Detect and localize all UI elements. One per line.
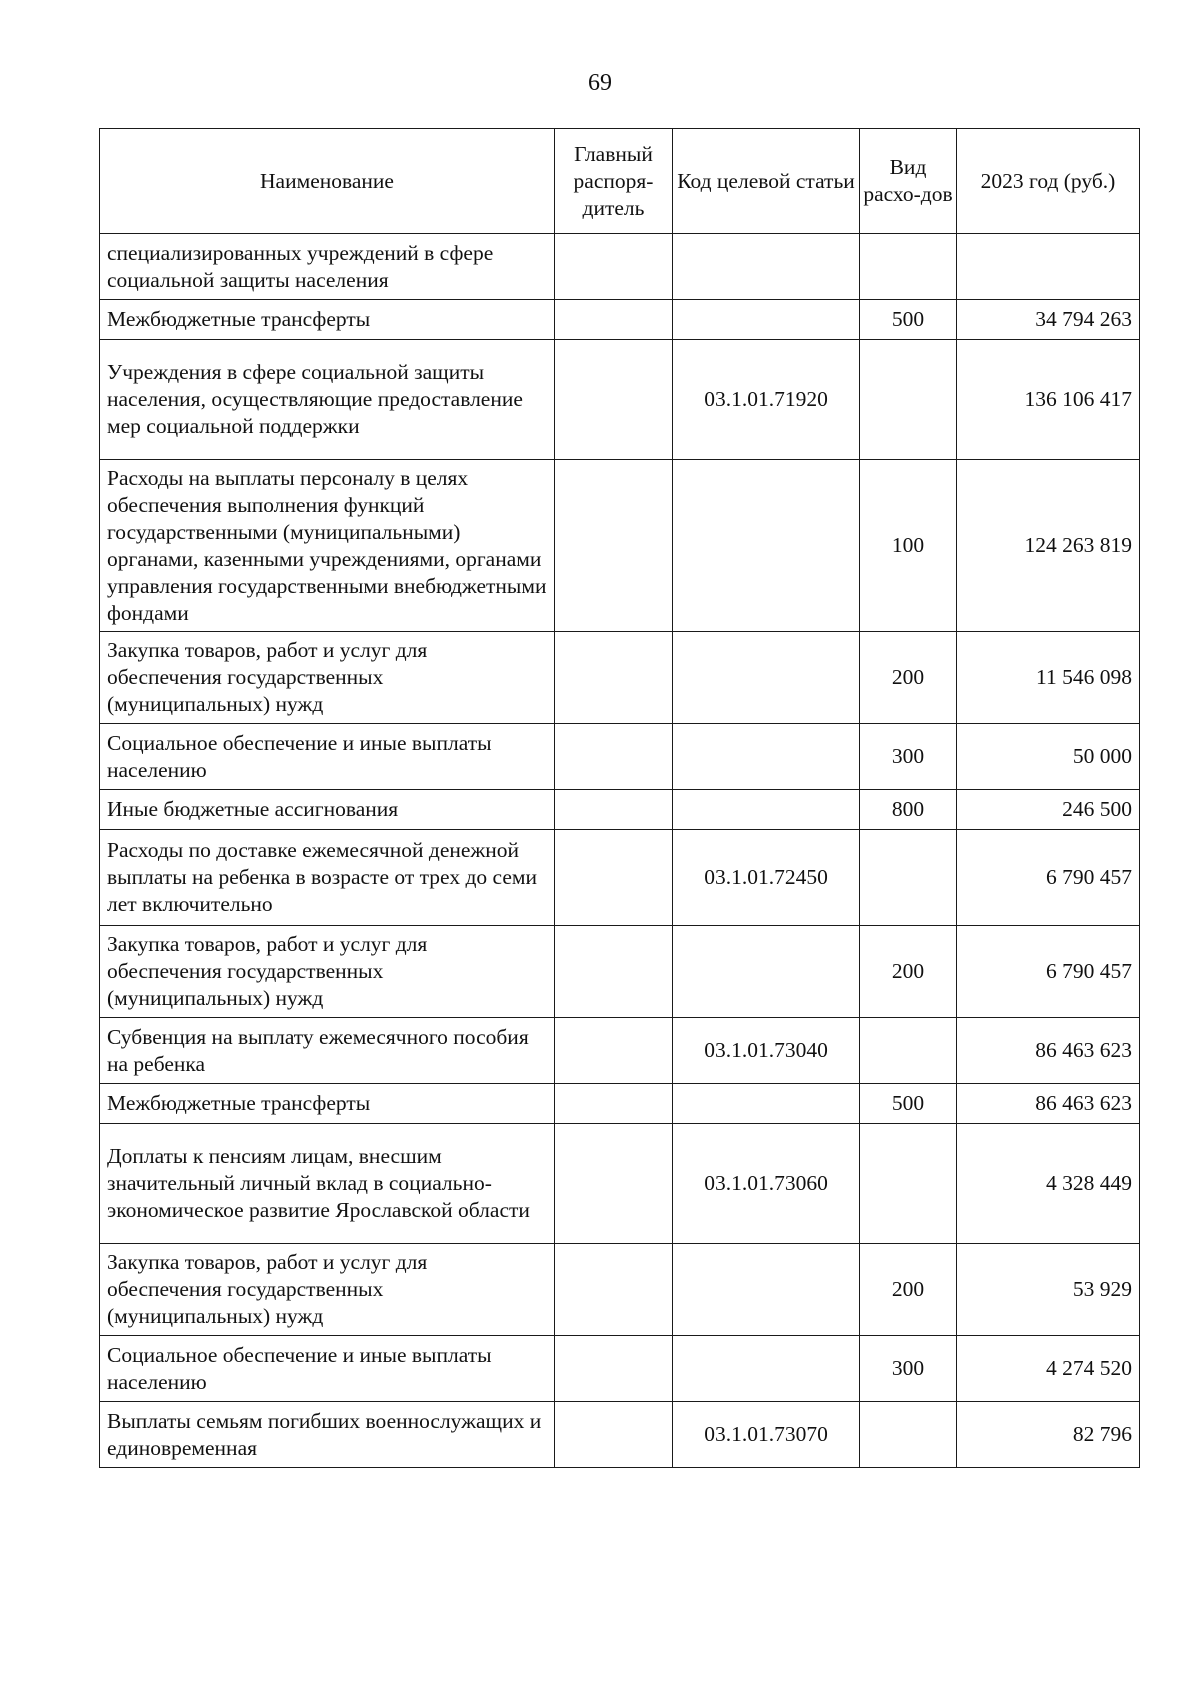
cell-expense-kind: 200 bbox=[860, 926, 957, 1018]
cell-expense-kind: 300 bbox=[860, 724, 957, 790]
table-row bbox=[100, 1084, 1140, 1124]
cell-amount: 4 328 449 bbox=[957, 1124, 1140, 1244]
cell-chief-manager bbox=[555, 830, 673, 926]
cell-name: Закупка товаров, работ и услуг для обеспечения государственных (муниципальных) нужд bbox=[100, 1244, 555, 1336]
cell-expense-kind: 800 bbox=[860, 790, 957, 830]
table-row bbox=[100, 926, 1140, 1018]
table-row bbox=[100, 234, 1140, 300]
cell-expense-kind bbox=[860, 340, 957, 460]
cell-name: Иные бюджетные ассигнования bbox=[100, 790, 555, 830]
cell-chief-manager bbox=[555, 234, 673, 300]
cell-amount: 4 274 520 bbox=[957, 1336, 1140, 1402]
cell-chief-manager bbox=[555, 1124, 673, 1244]
cell-chief-manager bbox=[555, 340, 673, 460]
cell-chief-manager bbox=[555, 632, 673, 724]
cell-amount: 34 794 263 bbox=[957, 300, 1140, 340]
cell-chief-manager bbox=[555, 300, 673, 340]
cell-expense-kind: 100 bbox=[860, 460, 957, 632]
cell-expense-kind bbox=[860, 1402, 957, 1468]
cell-chief-manager bbox=[555, 1084, 673, 1124]
header-expense-kind: Вид расхо-дов bbox=[860, 129, 957, 234]
cell-amount: 53 929 bbox=[957, 1244, 1140, 1336]
cell-target-code bbox=[673, 632, 860, 724]
cell-target-code: 03.1.01.72450 bbox=[673, 830, 860, 926]
cell-name: Субвенция на выплату ежемесячного пособия на ребенка bbox=[100, 1018, 555, 1084]
table-row bbox=[100, 1336, 1140, 1402]
table-row bbox=[100, 1244, 1140, 1336]
cell-chief-manager bbox=[555, 460, 673, 632]
cell-amount: 6 790 457 bbox=[957, 830, 1140, 926]
header-chief-manager: Главный распоря-дитель bbox=[555, 129, 673, 234]
table-row bbox=[100, 632, 1140, 724]
cell-target-code: 03.1.01.73070 bbox=[673, 1402, 860, 1468]
cell-name: Учреждения в сфере социальной защиты населения, осуществляющие предоставление мер социальной поддержки bbox=[100, 340, 555, 460]
cell-amount: 6 790 457 bbox=[957, 926, 1140, 1018]
cell-amount: 246 500 bbox=[957, 790, 1140, 830]
cell-chief-manager bbox=[555, 1402, 673, 1468]
table-row bbox=[100, 724, 1140, 790]
cell-expense-kind: 500 bbox=[860, 300, 957, 340]
header-target-code: Код целевой статьи bbox=[673, 129, 860, 234]
cell-amount: 50 000 bbox=[957, 724, 1140, 790]
cell-chief-manager bbox=[555, 926, 673, 1018]
table-row bbox=[100, 1124, 1140, 1244]
cell-amount: 86 463 623 bbox=[957, 1018, 1140, 1084]
cell-amount: 82 796 bbox=[957, 1402, 1140, 1468]
cell-name: Закупка товаров, работ и услуг для обеспечения государственных (муниципальных) нужд bbox=[100, 632, 555, 724]
cell-target-code bbox=[673, 460, 860, 632]
cell-chief-manager bbox=[555, 1336, 673, 1402]
cell-target-code bbox=[673, 1244, 860, 1336]
table-row bbox=[100, 460, 1140, 632]
cell-expense-kind bbox=[860, 1018, 957, 1084]
cell-expense-kind bbox=[860, 1124, 957, 1244]
header-amount-2023: 2023 год (руб.) bbox=[957, 129, 1140, 234]
header-name: Наименование bbox=[100, 129, 555, 234]
cell-target-code: 03.1.01.73060 bbox=[673, 1124, 860, 1244]
table-row bbox=[100, 790, 1140, 830]
cell-amount: 86 463 623 bbox=[957, 1084, 1140, 1124]
table-row bbox=[100, 340, 1140, 460]
cell-target-code bbox=[673, 926, 860, 1018]
cell-chief-manager bbox=[555, 790, 673, 830]
cell-chief-manager bbox=[555, 1244, 673, 1336]
page-number: 69 bbox=[588, 70, 612, 96]
cell-target-code: 03.1.01.73040 bbox=[673, 1018, 860, 1084]
cell-amount: 11 546 098 bbox=[957, 632, 1140, 724]
cell-name: Расходы по доставке ежемесячной денежной выплаты на ребенка в возрасте от трех до семи лет включительно bbox=[100, 830, 555, 926]
cell-target-code bbox=[673, 234, 860, 300]
table-header-row bbox=[100, 129, 1140, 234]
cell-chief-manager bbox=[555, 1018, 673, 1084]
table-row bbox=[100, 830, 1140, 926]
cell-expense-kind bbox=[860, 830, 957, 926]
cell-expense-kind bbox=[860, 234, 957, 300]
budget-table bbox=[99, 128, 1140, 1468]
cell-target-code: 03.1.01.71920 bbox=[673, 340, 860, 460]
cell-name: Доплаты к пенсиям лицам, внесшим значительный личный вклад в социально-экономическое развитие Ярославской области bbox=[100, 1124, 555, 1244]
cell-name: Межбюджетные трансферты bbox=[100, 1084, 555, 1124]
cell-expense-kind: 500 bbox=[860, 1084, 957, 1124]
table-row bbox=[100, 1402, 1140, 1468]
cell-expense-kind: 200 bbox=[860, 1244, 957, 1336]
cell-name: Социальное обеспечение и иные выплаты населению bbox=[100, 724, 555, 790]
cell-name: специализированных учреждений в сфере социальной защиты населения bbox=[100, 234, 555, 300]
cell-name: Закупка товаров, работ и услуг для обеспечения государственных (муниципальных) нужд bbox=[100, 926, 555, 1018]
cell-expense-kind: 300 bbox=[860, 1336, 957, 1402]
cell-target-code bbox=[673, 724, 860, 790]
cell-target-code bbox=[673, 790, 860, 830]
table-row bbox=[100, 300, 1140, 340]
cell-name: Межбюджетные трансферты bbox=[100, 300, 555, 340]
cell-target-code bbox=[673, 300, 860, 340]
cell-expense-kind: 200 bbox=[860, 632, 957, 724]
cell-name: Расходы на выплаты персоналу в целях обеспечения выполнения функций государственными (муниципальными) органами, казенными учреждениями, органами управления государственными внебюджетными фондами bbox=[100, 460, 555, 632]
cell-target-code bbox=[673, 1084, 860, 1124]
cell-target-code bbox=[673, 1336, 860, 1402]
cell-chief-manager bbox=[555, 724, 673, 790]
table-row bbox=[100, 1018, 1140, 1084]
cell-name: Социальное обеспечение и иные выплаты населению bbox=[100, 1336, 555, 1402]
table-body bbox=[100, 234, 1140, 1468]
cell-amount: 124 263 819 bbox=[957, 460, 1140, 632]
cell-amount bbox=[957, 234, 1140, 300]
cell-name: Выплаты семьям погибших военнослужащих и единовременная bbox=[100, 1402, 555, 1468]
cell-amount: 136 106 417 bbox=[957, 340, 1140, 460]
